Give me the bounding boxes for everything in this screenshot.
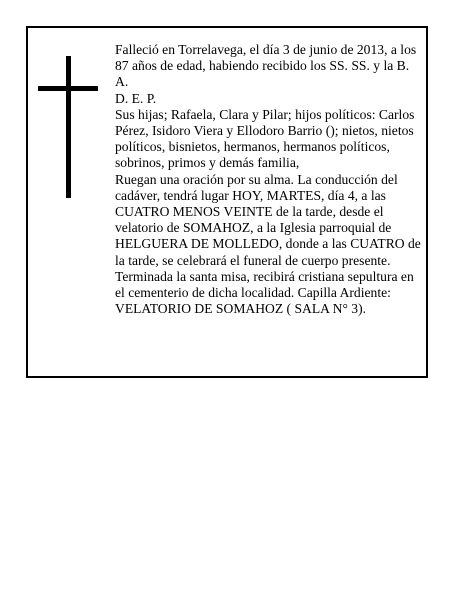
cross-horizontal-bar <box>38 86 98 91</box>
funeral-details: Ruegan una oración por su alma. La conducción del cadáver, tendrá lugar HOY, MARTES, día 4, a las CUATRO MENOS VEINTE de la tarde, desde el velatorio de SOMAHOZ, a la Iglesia parroquial de HELGUERA DE MOLLEDO, donde a las CUATRO de la tarde, se celebrará el funeral de cuerpo presente. Terminada la santa misa, recibirá cristiana sepultura en el cementerio de dicha localidad. Capilla Ardiente: VELATORIO DE SOMAHOZ ( SALA N° 3). <box>115 171 421 317</box>
rest-in-peace: D. E. P. <box>115 90 157 106</box>
obituary-notice <box>26 26 428 378</box>
cross-vertical-bar <box>66 56 71 198</box>
cross-icon <box>38 56 98 198</box>
death-announcement: Falleció en Torrelavega, el día 3 de junio de 2013, a los 87 años de edad, habiendo recibido los SS. SS. y la B. A. <box>115 42 417 90</box>
notice-text <box>115 42 421 317</box>
family-list: Sus hijas; Rafaela, Clara y Pilar; hijos políticos: Carlos Pérez, Isidoro Viera y Ellodoro Barrio (); nietos, nietos políticos, bisnietos, hermanos, hermanos políticos, sobrinos, primos y demás familia, <box>115 106 415 171</box>
